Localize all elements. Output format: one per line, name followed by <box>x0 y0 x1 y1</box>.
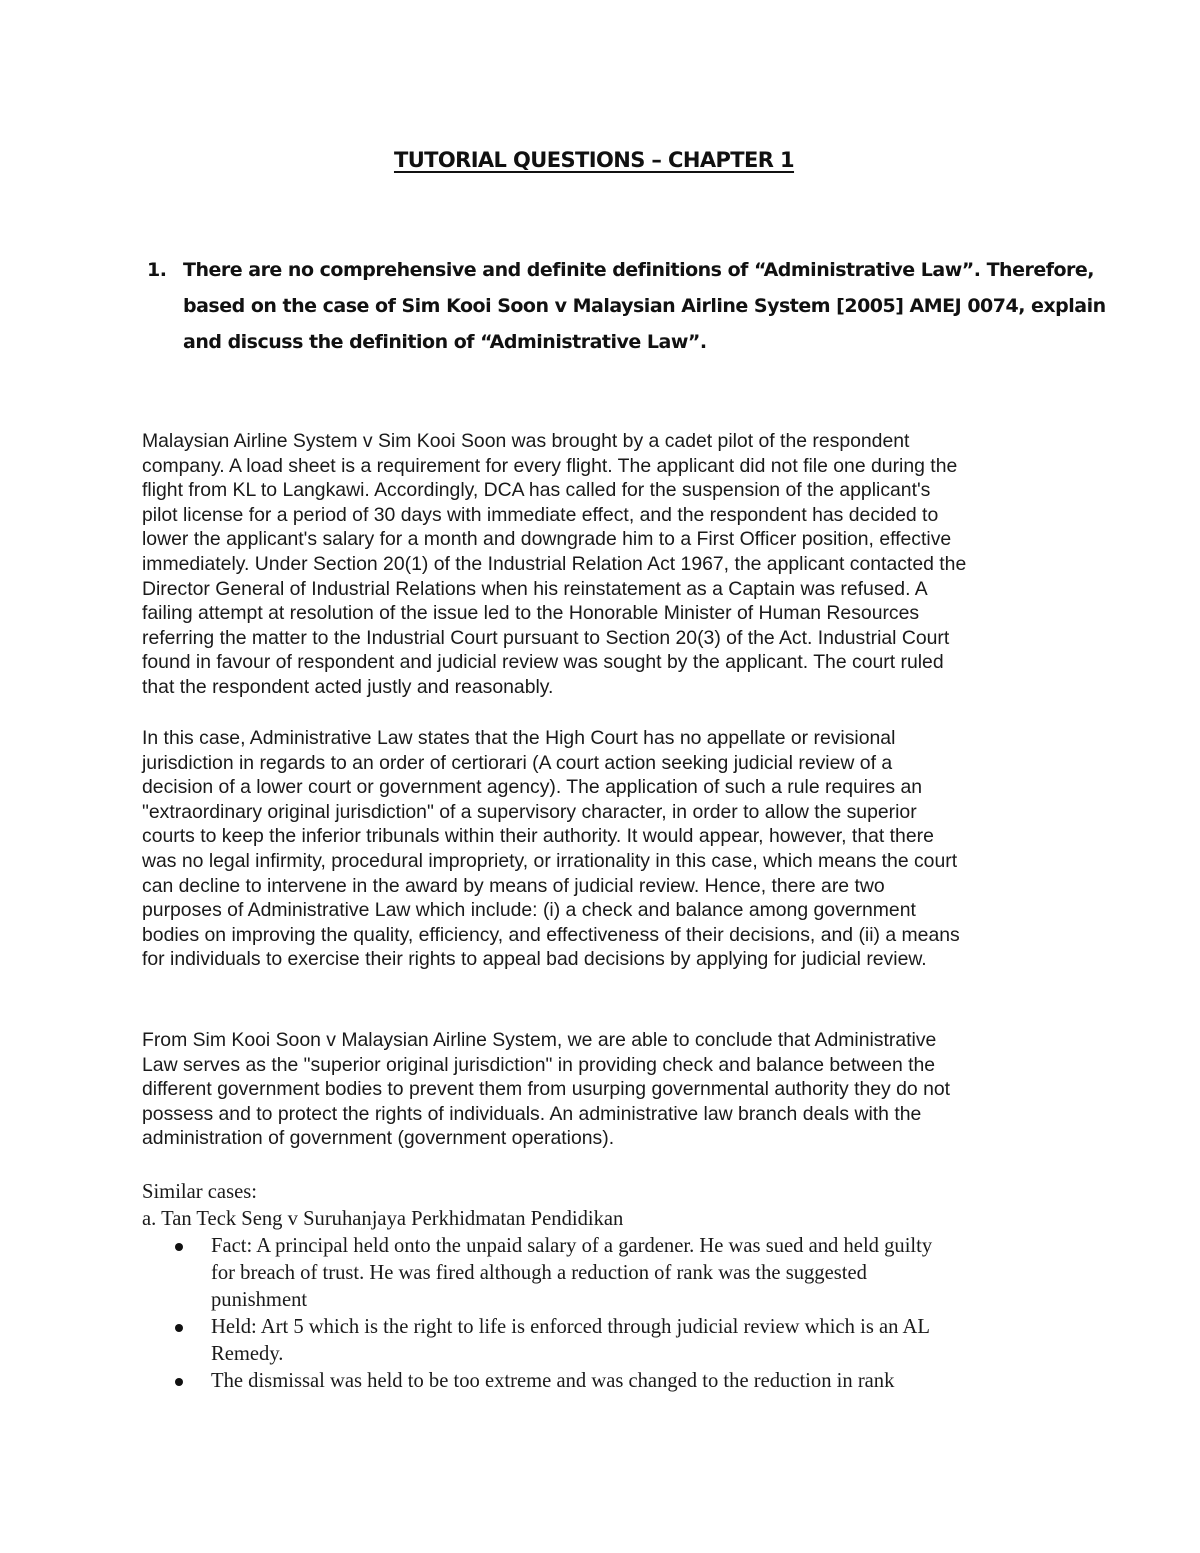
answer-paragraph-facts <box>142 429 1064 700</box>
paragraph-line: was no legal infirmity, procedural impropriety, or irrationality in this case, which means the court <box>142 849 958 872</box>
paragraph-line: company. A load sheet is a requirement for every flight. The applicant did not file one during the <box>142 454 958 477</box>
paragraph-line: immediately. Under Section 20(1) of the Industrial Relation Act 1967, the applicant contacted the <box>142 552 967 575</box>
paragraph-line: different government bodies to prevent them from usurping governmental authority they do not <box>142 1078 951 1101</box>
paragraph-line: administration of government (government operations). <box>142 1127 615 1150</box>
paragraph-line: bodies on improving the quality, efficiency, and effectiveness of their decisions, and (ii) a means <box>142 923 960 946</box>
paragraph-line: decision of a lower court or government agency). The application of such a rule requires an <box>142 776 923 799</box>
bullet-item-held <box>142 1314 1062 1368</box>
similar-cases-section <box>142 1179 1062 1395</box>
paragraph-line: courts to keep the inferior tribunals within their authority. It would appear, however, that there <box>142 825 934 848</box>
paragraph-line: In this case, Administrative Law states that the High Court has no appellate or revisional <box>142 727 896 749</box>
paragraph-line: pilot license for a period of 30 days with immediate effect, and the respondent has decided to <box>142 503 939 526</box>
question-line: There are no comprehensive and definite definitions of “Administrative Law”. Therefore, <box>183 259 1095 281</box>
paragraph-line: found in favour of respondent and judicial review was sought by the applicant. The court ruled <box>142 651 944 674</box>
paragraph-line: possess and to protect the rights of individuals. An administrative law branch deals with the <box>142 1102 922 1125</box>
bullet-line: Fact: A principal held onto the unpaid salary of a gardener. He was sued and held guilty <box>211 1235 933 1257</box>
paragraph-line: purposes of Administrative Law which include: (i) a check and balance among government <box>142 899 916 922</box>
paragraph-line: From Sim Kooi Soon v Malaysian Airline System, we are able to conclude that Administrative <box>142 1029 937 1051</box>
question-line: based on the case of Sim Kooi Soon v Malaysian Airline System [2005] AMEJ 0074, explain <box>183 295 1106 317</box>
bullet-line: for breach of trust. He was fired although a reduction of rank was the suggested <box>211 1262 867 1284</box>
case-a-title: a. Tan Teck Seng v Suruhanjaya Perkhidmatan Pendidikan <box>142 1208 624 1230</box>
paragraph-line: referring the matter to the Industrial Court pursuant to Section 20(3) of the Act. Industrial Court <box>142 626 950 649</box>
case-a-bullet-list <box>142 1233 1062 1395</box>
bullet-dot-icon <box>175 1378 183 1386</box>
paragraph-line: failing attempt at resolution of the issue led to the Honorable Minister of Human Resources <box>142 602 920 625</box>
bullet-item-fact <box>142 1233 1062 1314</box>
bullet-line: Remedy. <box>211 1343 284 1365</box>
paragraph-line: can decline to intervene in the award by means of judicial review. Hence, there are two <box>142 874 885 897</box>
bullet-dot-icon <box>175 1243 183 1251</box>
question-1 <box>147 252 1106 360</box>
paragraph-line: that the respondent acted justly and reasonably. <box>142 675 554 698</box>
paragraph-line: "extraordinary original jurisdiction" of a supervisory character, in order to allow the superior <box>142 800 917 823</box>
question-line: and discuss the definition of “Administrative Law”. <box>183 331 707 353</box>
paragraph-line: lower the applicant's salary for a month and downgrade him to a First Officer position, effective <box>142 528 952 551</box>
paragraph-line: Law serves as the "superior original jurisdiction" in providing check and balance between the <box>142 1053 936 1076</box>
bullet-item-dismissal <box>142 1368 1062 1395</box>
paragraph-line: Malaysian Airline System v Sim Kooi Soon was brought by a cadet pilot of the respondent <box>142 430 910 452</box>
question-number: 1. <box>147 259 167 281</box>
question-text <box>183 252 1106 360</box>
paragraph-line: flight from KL to Langkawi. Accordingly, DCA has called for the suspension of the applicant's <box>142 479 931 502</box>
paragraph-line: jurisdiction in regards to an order of certiorari (A court action seeking judicial review of a <box>142 751 893 774</box>
answer-paragraph-conclusion <box>142 1028 1064 1151</box>
bullet-line: The dismissal was held to be too extreme and was changed to the reduction in rank <box>211 1370 895 1392</box>
paragraph-line: Director General of Industrial Relations when his reinstatement as a Captain was refused. A <box>142 577 928 600</box>
paragraph-line: for individuals to exercise their rights to appeal bad decisions by applying for judicial review. <box>142 948 927 971</box>
answer-paragraph-analysis <box>142 726 1064 972</box>
similar-cases-heading: Similar cases: <box>142 1181 257 1203</box>
bullet-line: Held: Art 5 which is the right to life is enforced through judicial review which is an AL <box>211 1316 930 1338</box>
bullet-line: punishment <box>211 1289 308 1311</box>
document-title: TUTORIAL QUESTIONS – CHAPTER 1 <box>393 148 795 172</box>
bullet-dot-icon <box>175 1324 183 1332</box>
